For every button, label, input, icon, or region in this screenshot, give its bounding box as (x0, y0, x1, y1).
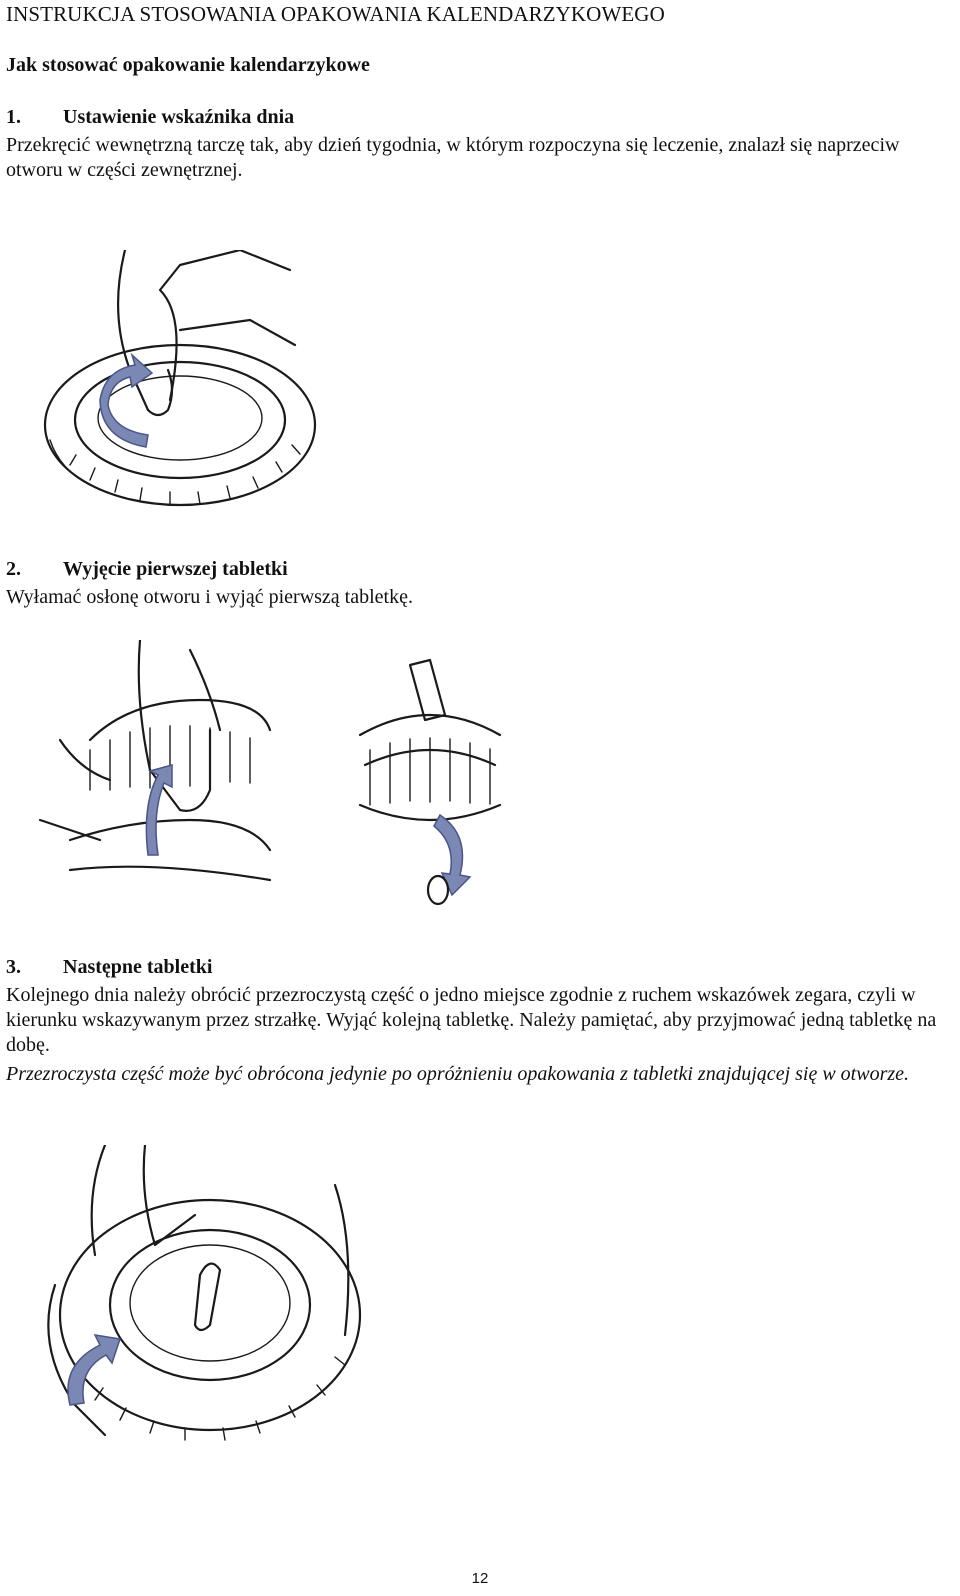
tablet-falling-out-icon (350, 655, 510, 915)
hand-rotating-dispenser-icon (35, 1145, 375, 1465)
hand-turning-dial-icon (30, 250, 350, 530)
step-3-number: 3. (6, 956, 21, 978)
step-1-number: 1. (6, 106, 21, 128)
document-subtitle: Jak stosować opakowanie kalendarzykowe (6, 54, 370, 76)
step-1-text: Przekręcić wewnętrzną tarczę tak, aby dzień tygodnia, w którym rozpoczyna się leczenie, znalazł się naprzeciw otworu w części zewnętrznej. (6, 134, 900, 181)
step-1-title: Ustawienie wskaźnika dnia (63, 106, 295, 128)
document-title: INSTRUKCJA STOSOWANIA OPAKOWANIA KALENDARZYKOWEGO (6, 2, 665, 26)
page-number: 12 (471, 1570, 489, 1587)
step-3-title: Następne tabletki (63, 956, 213, 978)
step-3-note: Przezroczysta część może być obrócona jedynie po opróżnieniu opakowania z tabletki znajdującej się w otworze. (6, 1063, 910, 1085)
step-1-heading (6, 106, 294, 129)
step-2-number: 2. (6, 558, 21, 580)
hand-breaking-cover-icon (30, 640, 280, 910)
step-2-title: Wyjęcie pierwszej tabletki (63, 558, 288, 580)
step-3-heading (6, 956, 212, 979)
step-2-heading (6, 558, 288, 581)
step-3-text: Kolejnego dnia należy obrócić przezroczystą część o jedno miejsce zgodnie z ruchem wskazówek zegara, czyli w kierunku wskazywanym przez strzałkę. Wyjąć kolejną tabletkę. Należy pamiętać, aby przyjmować jedną tabletkę na dobę. (6, 984, 937, 1056)
step-2-text: Wyłamać osłonę otworu i wyjąć pierwszą tabletkę. (6, 586, 413, 608)
